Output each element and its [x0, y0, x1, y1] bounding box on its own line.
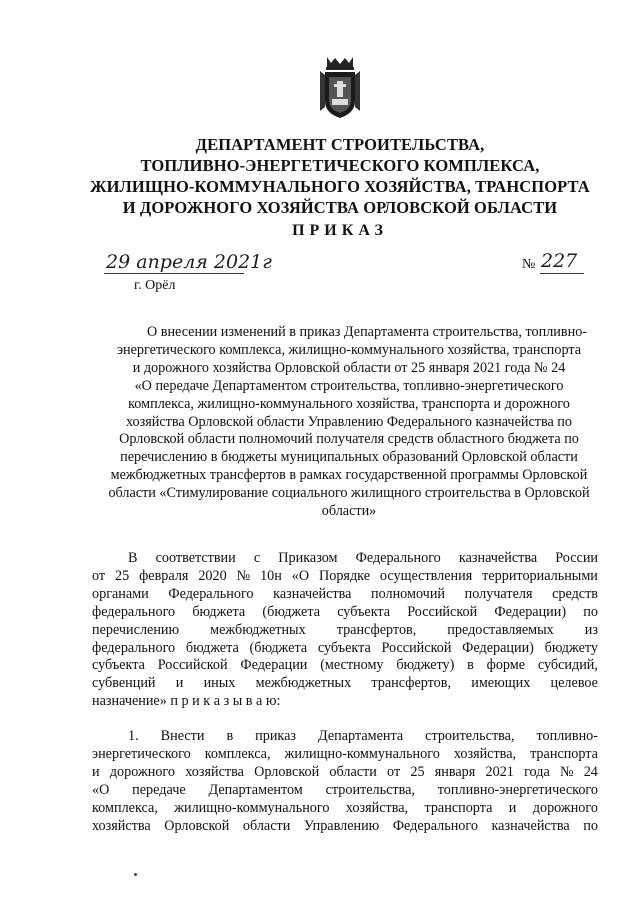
paragraph-line: субвенций и иных межбюджетных трансфертов, имеющих целевое: [92, 675, 598, 692]
department-line: ТОПЛИВНО-ЭНЕРГЕТИЧЕСКОГО КОМПЛЕКСА,: [140, 156, 540, 175]
paragraph-line: от 25 февраля 2020 № 10н «О Порядке осуществления территориальными: [92, 567, 598, 584]
paragraph-line: 1. Внести в приказ Департамента строительства, топливно-: [128, 728, 598, 744]
subject-line: энергетического комплекса, жилищно-коммунального хозяйства, транспорта: [116, 341, 582, 358]
paragraph-line: органами Федерального казначейства полномочий получателя средств: [92, 585, 598, 602]
order-subject: [96, 324, 602, 521]
subject-line: хозяйства Орловской области Управлению Федерального казначейства по: [126, 413, 572, 430]
paragraph-line: назначение» п р и к а з ы в а ю:: [92, 693, 281, 710]
paragraph-line: энергетического комплекса, жилищно-коммунального хозяйства, транспорта: [92, 745, 598, 762]
paragraph-line: федерального бюджета (бюджета субъекта Российской Федерации) по: [92, 603, 598, 620]
subject-line: межбюджетных трансфертов в рамках государственной программы Орловской: [110, 467, 588, 484]
department-name: [70, 134, 610, 218]
paragraph-line: и дорожного хозяйства Орловской области от 25 января 2021 года № 24: [92, 763, 598, 780]
city: г. Орёл: [134, 278, 176, 293]
paragraph-line: «О передаче Департаментом строительства, топливно-энергетического: [92, 781, 598, 798]
order-title: ПРИКАЗ: [292, 222, 388, 239]
subject-line: и дорожного хозяйства Орловской области от 25 января 2021 года № 24: [132, 359, 566, 376]
subject-line: перечислению в бюджеты муниципальных образований Орловской области: [120, 449, 578, 466]
scan-speck: [134, 873, 137, 876]
number-underline: [540, 273, 584, 274]
department-line: И ДОРОЖНОГО ХОЗЯЙСТВА ОРЛОВСКОЙ ОБЛАСТИ: [122, 198, 558, 217]
subject-line: области «Стимулирование социального жилищного строительства в Орловской: [108, 485, 590, 502]
date-underline: [104, 273, 244, 274]
department-line: ЖИЛИЩНО-КОММУНАЛЬНОГО ХОЗЯЙСТВА, ТРАНСПОРТА: [90, 177, 590, 196]
paragraph-line: В соответствии с Приказом Федерального казначейства России: [128, 550, 598, 566]
paragraph-line: хозяйства Орловской области Управлению Федерального казначейства по: [92, 817, 598, 834]
order-number-handwritten: 227: [541, 250, 578, 272]
clause-1-paragraph: [92, 728, 598, 835]
department-line: ДЕПАРТАМЕНТ СТРОИТЕЛЬСТВА,: [195, 135, 485, 154]
subject-line: «О передаче Департаментом строительства, топливно-энергетического: [134, 377, 564, 394]
subject-line: комплекса, жилищно-коммунального хозяйства, транспорта и дорожного: [128, 395, 570, 412]
subject-line: Орловской области полномочий получателя средств областного бюджета по: [119, 431, 579, 448]
preamble-paragraph: [92, 550, 598, 711]
paragraph-line: субъекта Российской Федерации (местному бюджету) в форме субсидий,: [92, 657, 598, 674]
paragraph-line: комплекса, жилищно-коммунального хозяйства, транспорта и дорожного: [92, 799, 598, 816]
paragraph-line: федерального бюджета (бюджета субъекта Российской Федерации) бюджету: [92, 639, 598, 656]
number-sign: №: [522, 257, 536, 272]
subject-line: области»: [321, 503, 377, 520]
order-date-handwritten: 29 апреля 2021г: [106, 251, 272, 273]
coat-of-arms-icon: [317, 55, 363, 121]
paragraph-line: перечислению межбюджетных трансфертов, предоставляемых из: [92, 621, 598, 638]
subject-line: О внесении изменений в приказ Департамента строительства, топливно-: [146, 324, 588, 340]
